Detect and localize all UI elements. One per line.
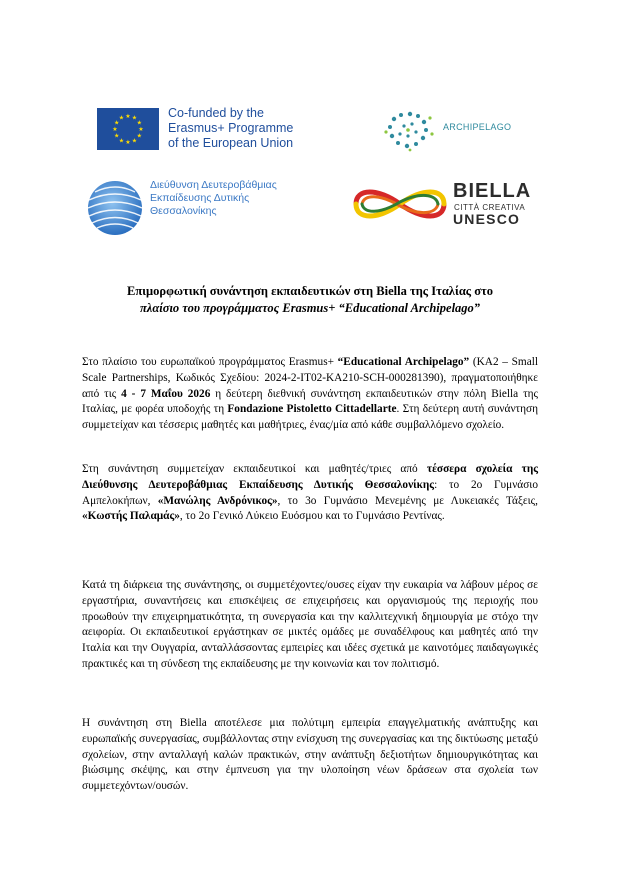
p2-bold-2: «Μανώλης Ανδρόνικος» (157, 494, 278, 507)
globe-icon (85, 178, 145, 238)
svg-text:★: ★ (136, 119, 142, 127)
svg-text:★: ★ (118, 137, 125, 145)
dde-line-3: Θεσσαλονίκης (150, 205, 217, 217)
svg-text:★: ★ (118, 114, 125, 122)
p1-text-1: Στο πλαίσιο του ευρωπαϊκού προγράμματος Erasmus+ (82, 356, 338, 368)
archipelago-logo (380, 108, 440, 152)
p2-bold-3: «Κωστής Παλαμάς» (82, 510, 180, 523)
p1-bold-2: 4 - 7 Μαΐου 2026 (121, 387, 211, 400)
paragraph-2 (82, 462, 538, 525)
svg-text:★: ★ (125, 139, 131, 146)
p2-bold-1: τέσσερα σχολεία της Διεύθυνσης Δευτεροβάθμιας Εκπαίδευσης Δυτικής Θεσσαλονίκης (82, 463, 538, 491)
eu-line-2: Erasmus+ Programme (168, 121, 294, 135)
svg-text:★: ★ (114, 119, 120, 127)
p1-bold-3: Fondazione Pistoletto Cittadellarte (227, 403, 397, 416)
paragraph-3: Κατά τη διάρκεια της συνάντησης, οι συμμετέχοντες/ουσες είχαν την ευκαιρία να λάβουν μέρος σε εργαστήρια, συναντήσεις και επισκέψεις σε επιχειρήσεις και οργανισμούς της περιοχής που προωθούν την επιχειρηματικότητα, τη συνεργασία και την καλλιτεχνική δημιουργία με στόχο την αειφορία. Οι εκπαιδευτικοί εργάστηκαν σε μικτές ομάδες με συναδέλφους και μαθητές από την Ιταλία και την Ουγγαρία, ανταλλάσσοντας εμπειρίες και ιδέες σχετικά με καινοτόμες παιδαγωγικές πρακτικές και τη σύνδεση της εκπαίδευσης με την κοινωνία και τον πολιτισμό. (82, 579, 538, 670)
eu-flag-logo (97, 108, 159, 150)
svg-text:★: ★ (131, 114, 138, 122)
svg-text:★: ★ (138, 126, 144, 133)
title-line-2: πλαίσιο του προγράμματος Erasmus+ “Educational Archipelago” (139, 301, 481, 315)
biella-subtitle: CITTÀ CREATIVA (454, 203, 526, 212)
eu-stars-icon (97, 108, 159, 150)
dde-name (150, 179, 330, 218)
biella-unesco: UNESCO (453, 211, 521, 227)
dde-logo (85, 178, 145, 238)
svg-text:★: ★ (131, 137, 138, 145)
dde-line-2: Εκπαίδευσης Δυτικής (150, 192, 250, 204)
svg-text:★: ★ (114, 132, 120, 140)
p1-text-3: η δεύτερη διεθνική συνάντηση εκπαιδευτικών στην πόλη Biella της Ιταλίας, με φορέα υποδοχής τη (82, 387, 539, 416)
paragraph-4: Η συνάντηση στη Biella αποτέλεσε μια πολύτιμη εμπειρία επαγγελματικής ανάπτυξης και ευρωπαϊκής συνεργασίας, συμβάλλοντας στην ενίσχυση της συνεργασίας και της δικτύωσης μεταξύ σχολείων, στην ανταλλαγή καλών πρακτικών, στην ανάπτυξη δεξιοτήτων δημιουργικότητας και βιώσιμης σκέψης, και στην έμπνευση για την υλοποίηση νέων δράσεων στα σχολεία των συμμετεχόντων/ουσών. (82, 717, 538, 793)
p2-text-4: , το 2ο Γενικό Λύκειο Ευόσμου και το Γυμνάσιο Ρεντίνας. (179, 510, 445, 523)
archipelago-dots-icon (380, 108, 440, 152)
eu-cofunded-text (168, 106, 328, 151)
biella-title: BIELLA (453, 180, 532, 202)
title-line-1: Επιμορφωτική συνάντηση εκπαιδευτικών στη Biella της Ιταλίας στο (126, 284, 494, 298)
eu-line-1: Co-funded by the (168, 106, 264, 120)
biella-logo (350, 180, 450, 226)
biella-infinity-icon (350, 180, 450, 226)
p2-text-3: , το 3ο Γυμνάσιο Μενεμένης με Λυκειακές Τάξεις, (277, 494, 538, 507)
p1-text-2: (KA2 – Small Scale Partnerships, Κωδικός Σχεδίου: 2024-2-IT02-KA210-SCH-000281390), πραγματοποιήθηκε από τις (82, 356, 538, 400)
p2-text-2: : το 2ο Γυμνάσιο Αμπελοκήπων, (82, 478, 538, 507)
dde-line-1: Διεύθυνση Δευτεροβάθμιας (150, 179, 277, 191)
eu-line-3: of the European Union (168, 136, 294, 150)
svg-text:★: ★ (136, 132, 142, 140)
p2-text-1: Στη συνάντηση συμμετείχαν εκπαιδευτικοί και μαθητές/τριες από (82, 463, 427, 475)
archipelago-label: ARCHIPELAGO (443, 122, 512, 132)
svg-text:★: ★ (112, 126, 118, 133)
document-title (82, 283, 538, 317)
p1-text-4: . Στη δεύτερη αυτή συνάντηση συμμετείχαν και τέσσερις μαθητές και μαθήτριες, ένας/μία από κάθε συμβαλλόμενο σχολείο. (82, 403, 538, 432)
paragraph-1 (82, 355, 538, 434)
p1-bold-1: “Educational Archipelago” (337, 356, 470, 368)
svg-text:★: ★ (125, 113, 131, 120)
